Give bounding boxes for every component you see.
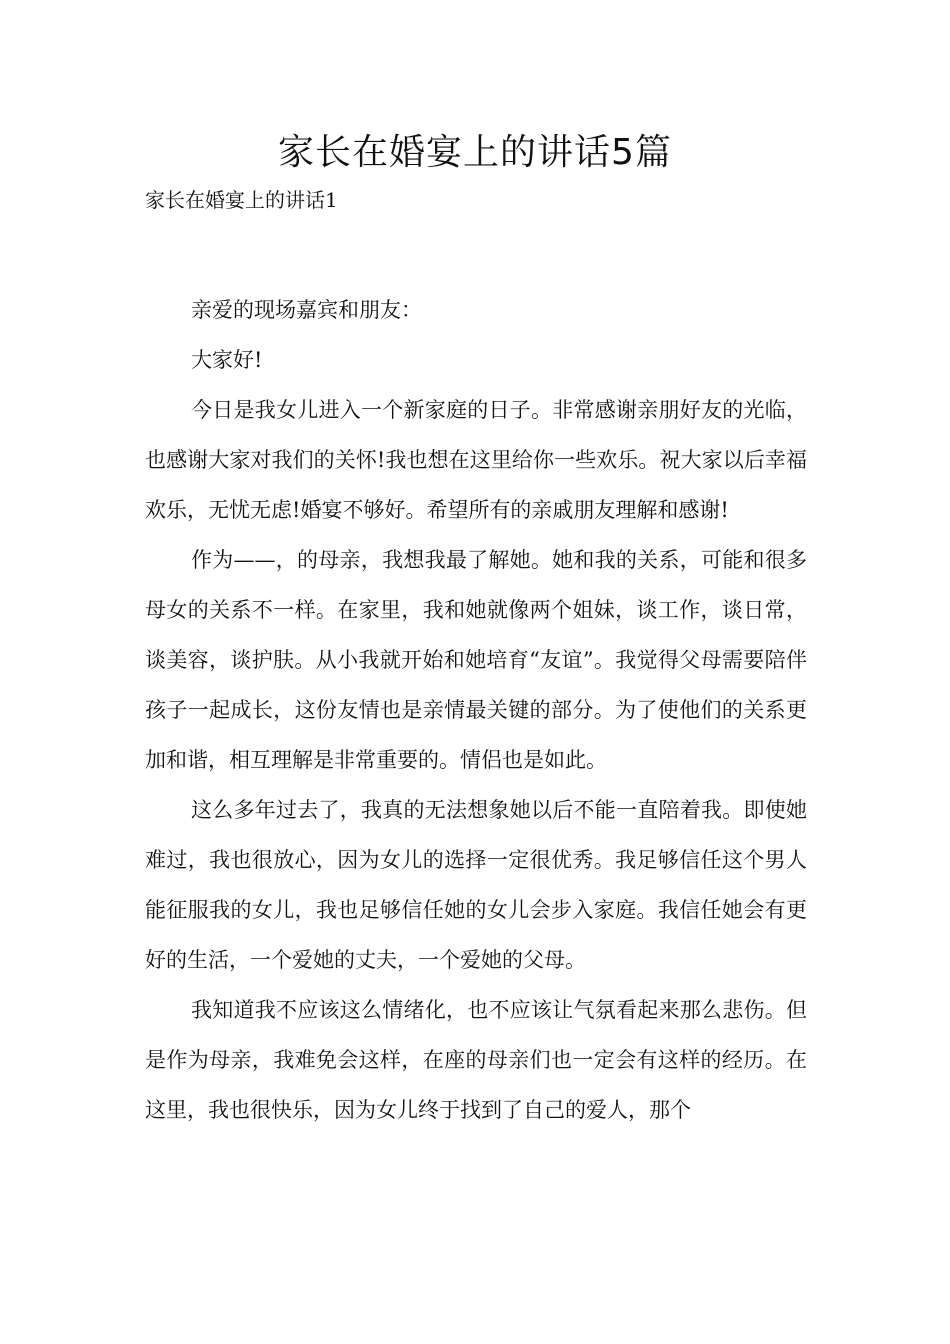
document-body xyxy=(145,285,807,1135)
document-title: 家长在婚宴上的讲话5篇 xyxy=(278,132,672,173)
paragraph: 作为——，的母亲，我想我最了解她。她和我的关系，可能和很多母女的关系不一样。在家里，我和她就像两个姐妹，谈工作，谈日常，谈美容，谈护肤。从小我就开始和她培育“友谊”。我觉得父母需要陪伴孩子一起成长，这份友情也是亲情最关键的部分。为了使他们的关系更加和谐，相互理解是非常重要的。情侣也是如此。 xyxy=(145,548,807,772)
paragraph-hello: 大家好! xyxy=(191,348,263,372)
paragraph-greeting: 亲爱的现场嘉宾和朋友： xyxy=(191,298,422,322)
paragraph: 这么多年过去了，我真的无法想象她以后不能一直陪着我。即使她难过，我也很放心，因为女儿的选择一定很优秀。我足够信任这个男人能征服我的女儿，我也足够信任她的女儿会步入家庭。我信任她会有更好的生活，一个爱她的丈夫，一个爱她的父母。 xyxy=(145,798,807,972)
paragraph: 今日是我女儿进入一个新家庭的日子。非常感谢亲朋好友的光临，也感谢大家对我们的关怀!我也想在这里给你一些欢乐。祝大家以后幸福欢乐，无忧无虑!婚宴不够好。希望所有的亲戚朋友理解和感谢! xyxy=(145,398,807,522)
document-subtitle: 家长在婚宴上的讲话1 xyxy=(145,188,338,212)
paragraph: 我知道我不应该这么情绪化，也不应该让气氛看起来那么悲伤。但是作为母亲，我难免会这样，在座的母亲们也一定会有这样的经历。在这里，我也很快乐，因为女儿终于找到了自己的爱人，那个 xyxy=(145,998,807,1122)
